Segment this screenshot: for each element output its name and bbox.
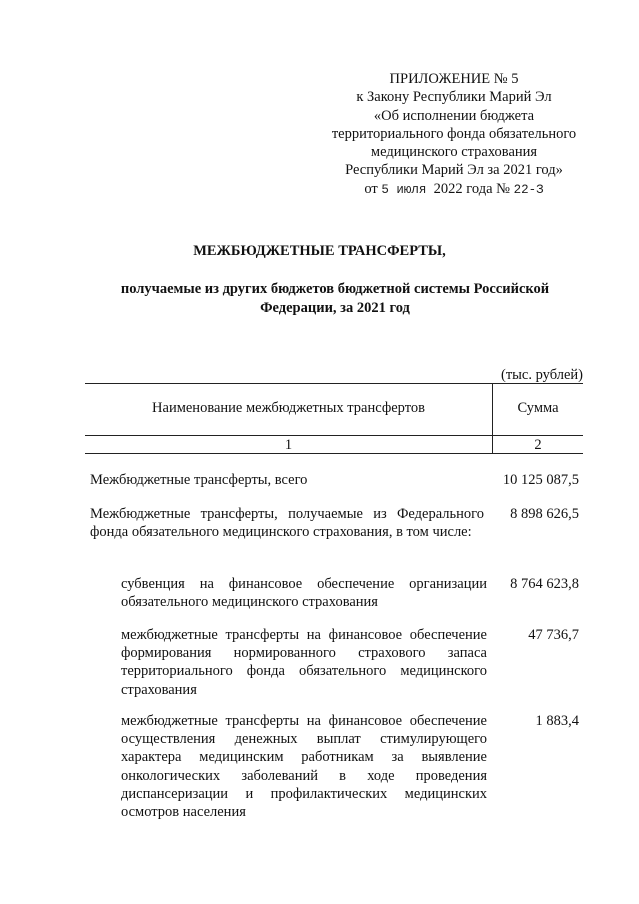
row-name: межбюджетные трансферты на финансовое обеспечение осуществления денежных выплат стимулирующего характера медицинским работникам за выявление онкологических заболеваний в ходе проведения диспансеризации и профилактических медицинских осмотров населения <box>121 713 487 821</box>
date-year: 2022 года № <box>433 180 510 197</box>
header-sum: Сумма <box>517 400 559 416</box>
row-sum: 10 125 087,5 <box>502 472 579 488</box>
column-number-1: 1 <box>284 437 293 453</box>
table-top-border <box>85 383 583 384</box>
row-name: Межбюджетные трансферты, всего <box>90 472 308 488</box>
date-day-month: 5 июля <box>381 182 427 197</box>
row-name: субвенция на финансовое обеспечение организации обязательного медицинского страхования <box>121 576 487 611</box>
appendix-line: «Об исполнении бюджета <box>373 107 535 124</box>
header-name: Наименование межбюджетных трансфертов <box>152 400 425 416</box>
document-subtitle: получаемые из других бюджетов бюджетной системы Российской Федерации, за 2021 год <box>120 281 550 316</box>
row-sum: 8 764 623,8 <box>510 576 579 592</box>
unit-label: (тыс. рублей) <box>501 367 583 383</box>
row-sum: 47 736,7 <box>528 627 579 643</box>
law-number: 22-З <box>513 182 544 197</box>
row-sum: 1 883,4 <box>535 713 579 729</box>
appendix-block <box>320 70 588 199</box>
column-numbers-divider <box>85 453 583 454</box>
header-divider <box>85 435 583 436</box>
row-name: Межбюджетные трансферты, получаемые из Федерального фонда обязательного медицинского страхования, в том числе: <box>90 506 484 541</box>
document-title: МЕЖБЮДЖЕТНЫЕ ТРАНСФЕРТЫ, <box>193 243 446 259</box>
date-prefix: от <box>364 180 378 197</box>
appendix-line: Республики Марий Эл за 2021 год» <box>345 162 563 179</box>
appendix-line: медицинского страхования <box>370 144 538 161</box>
column-number-2: 2 <box>534 437 542 453</box>
appendix-line: к Закону Республики Марий Эл <box>356 89 552 106</box>
appendix-line: территориального фонда обязательного <box>331 125 577 142</box>
row-sum: 8 898 626,5 <box>510 506 579 522</box>
appendix-date-line <box>320 180 588 199</box>
appendix-title: ПРИЛОЖЕНИЕ № 5 <box>389 71 519 87</box>
row-name: межбюджетные трансферты на финансовое обеспечение формирования нормированного страхового запаса территориального фонда обязательного медицинского страхования <box>121 627 487 698</box>
